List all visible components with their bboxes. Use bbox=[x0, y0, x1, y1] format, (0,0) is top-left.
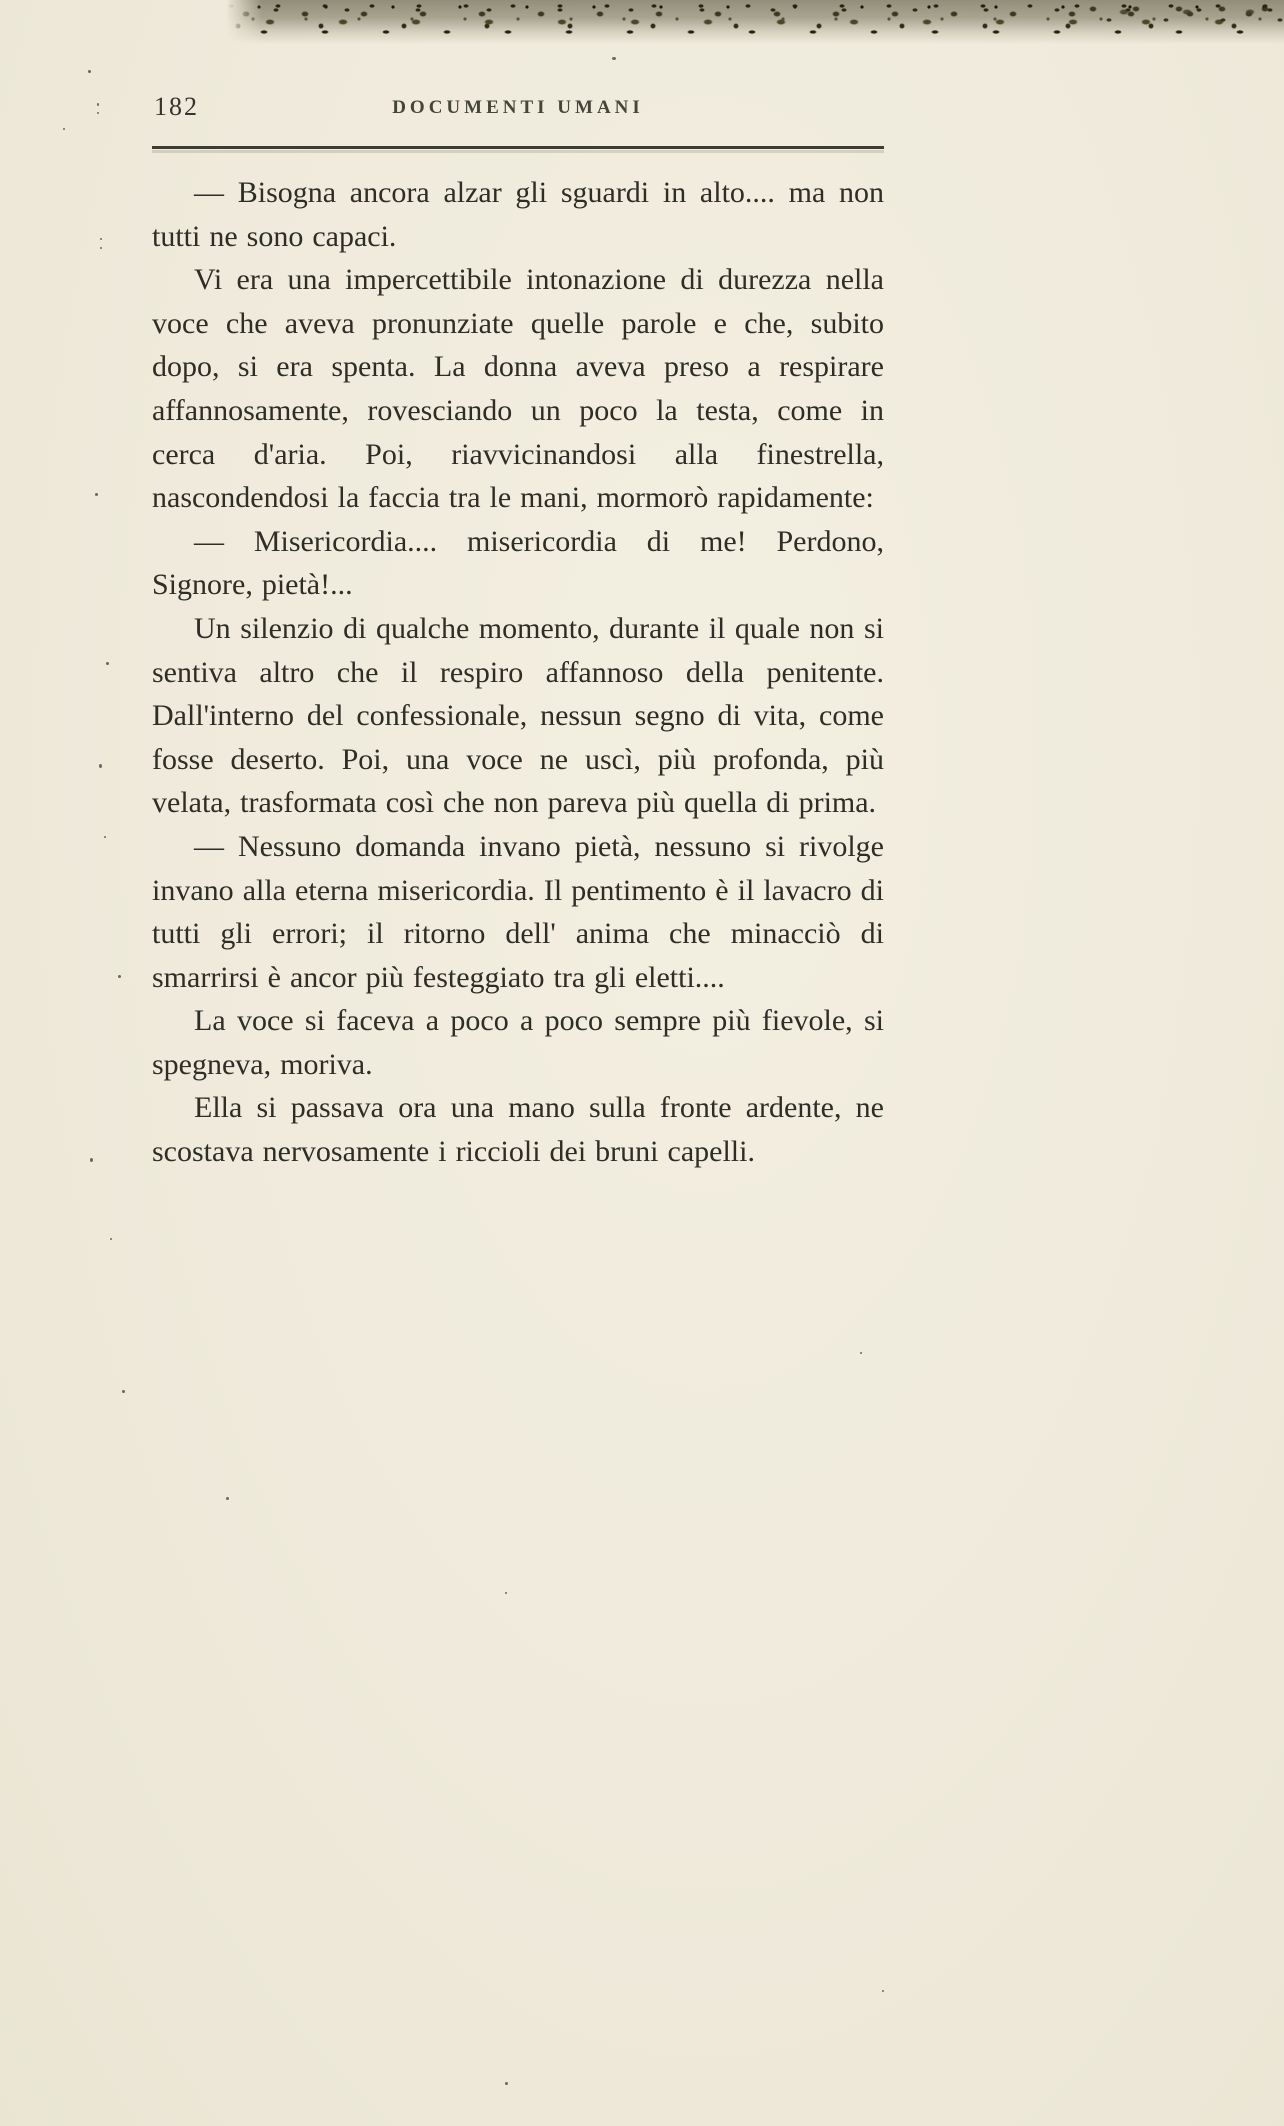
scan-speck bbox=[110, 1238, 112, 1240]
scan-noise-strip bbox=[226, 0, 1284, 44]
scan-speck bbox=[90, 1158, 93, 1162]
paragraph: — Bisogna ancora alzar gli sguardi in alto.... ma non tutti ne sono capaci. bbox=[152, 176, 884, 253]
paragraph: Ella si passava ora una mano sulla fronte ardente, ne scostava nervosamente i riccioli dei bruni capelli. bbox=[152, 1091, 884, 1169]
scan-speck bbox=[99, 764, 102, 768]
scan-speck bbox=[882, 1990, 884, 1992]
scan-speck bbox=[118, 975, 121, 978]
scan-speck bbox=[122, 1390, 125, 1393]
scan-speck bbox=[97, 103, 99, 106]
scan-speck bbox=[100, 238, 102, 240]
scan-speck bbox=[88, 70, 91, 73]
page-header bbox=[152, 90, 884, 140]
body-text bbox=[152, 171, 884, 1174]
scan-speck bbox=[226, 1497, 229, 1500]
scan-speck bbox=[505, 2082, 508, 2085]
paragraph: — Nessuno domanda invano pietà, nessuno si rivolge invano alla eterna misericordia. Il pentimento è il lavacro di tutti gli errori; il ritorno dell' anima che minacciò di smarrirsi è ancor più festeggiato tra gli eletti.... bbox=[152, 829, 884, 994]
paragraph: Vi era una impercettibile intonazione di durezza nella voce che aveva pronunziate quelle parole e che, subito dopo, si era spenta. La donna aveva preso a respirare affannosamente, rovesciando un poco la testa, come in cerca d'aria. Poi, riavvicinandosi alla finestrella, nascondendosi la faccia tra le mani, mormorò rapidamente: bbox=[152, 263, 884, 515]
paragraph: Un silenzio di qualche momento, durante il quale non si sentiva altro che il respiro affannoso della penitente. Dall'interno del confessionale, nessun segno di vita, come fosse deserto. Poi, una voce ne uscì, più profonda, più velata, trasformata così che non pareva più quella di prima. bbox=[152, 611, 884, 820]
paragraph: — Misericordia.... misericordia di me! Perdono, Signore, pietà!... bbox=[152, 524, 884, 602]
header-rule bbox=[152, 146, 884, 149]
scan-speck bbox=[505, 1592, 507, 1594]
page-number: 182 bbox=[154, 92, 199, 121]
paragraph: La voce si faceva a poco a poco sempre più fievole, si spegneva, moriva. bbox=[152, 1004, 884, 1081]
scan-speck bbox=[106, 662, 109, 665]
scan-speck bbox=[104, 836, 106, 838]
scan-speck bbox=[63, 128, 65, 130]
scan-speck bbox=[860, 1352, 862, 1354]
scan-speck bbox=[100, 247, 102, 249]
scan-speck bbox=[612, 57, 616, 60]
running-title: DOCUMENTI UMANI bbox=[392, 97, 644, 118]
scan-speck bbox=[97, 112, 99, 114]
scan-speck bbox=[95, 493, 98, 496]
